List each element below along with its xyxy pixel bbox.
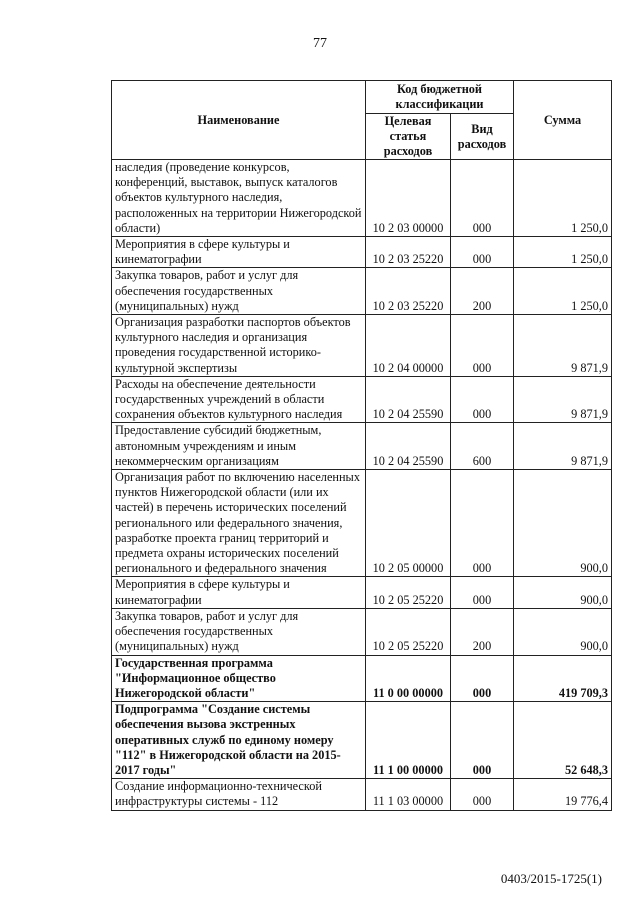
- row-expense-type: 000: [451, 702, 514, 779]
- row-sum: 900,0: [514, 608, 612, 655]
- row-sum: 900,0: [514, 470, 612, 577]
- row-expense-type: 000: [451, 315, 514, 377]
- row-name: Закупка товаров, работ и услуг для обеспечения государственных (муниципальных) нужд: [112, 268, 366, 315]
- row-target-code: 10 2 04 25590: [366, 376, 451, 423]
- row-target-code: 11 1 00 00000: [366, 702, 451, 779]
- row-name: Расходы на обеспечение деятельности государственных учреждений в области сохранения объектов культурного наследия: [112, 376, 366, 423]
- table-row: [112, 376, 612, 423]
- row-name: Организация работ по включению населенных пунктов Нижегородской области (или их частей) в перечень исторических поселений регионального или федерального значения, разработке проекта границ территорий и предмета охраны исторических поселений регионального и федерального значения: [112, 470, 366, 577]
- row-expense-type: 000: [451, 376, 514, 423]
- budget-table: [111, 80, 612, 811]
- table-row: [112, 702, 612, 779]
- table-row: [112, 160, 612, 237]
- row-target-code: 10 2 03 00000: [366, 160, 451, 237]
- row-sum: 9 871,9: [514, 423, 612, 470]
- header-code-group: Код бюджетной классификации: [366, 81, 514, 114]
- row-sum: 900,0: [514, 577, 612, 608]
- row-target-code: 11 1 03 00000: [366, 779, 451, 810]
- header-name: Наименование: [112, 81, 366, 160]
- table-row: [112, 423, 612, 470]
- row-sum: 1 250,0: [514, 160, 612, 237]
- row-sum: 52 648,3: [514, 702, 612, 779]
- row-expense-type: 000: [451, 470, 514, 577]
- row-expense-type: 000: [451, 655, 514, 702]
- row-expense-type: 000: [451, 237, 514, 268]
- row-name: наследия (проведение конкурсов, конференций, выставок, выпуск каталогов объектов культурного наследия, расположенных на территории Нижегородской области): [112, 160, 366, 237]
- table-row: [112, 608, 612, 655]
- row-target-code: 10 2 05 25220: [366, 608, 451, 655]
- row-expense-type: 200: [451, 268, 514, 315]
- table-row: [112, 268, 612, 315]
- row-expense-type: 000: [451, 577, 514, 608]
- row-name: Создание информационно-технической инфраструктуры системы - 112: [112, 779, 366, 810]
- row-target-code: 10 2 05 00000: [366, 470, 451, 577]
- row-target-code: 10 2 04 00000: [366, 315, 451, 377]
- header-sum: Сумма: [514, 81, 612, 160]
- table-row: [112, 577, 612, 608]
- table-row: [112, 470, 612, 577]
- row-sum: 19 776,4: [514, 779, 612, 810]
- row-name: Подпрограмма "Создание системы обеспечения вызова экстренных оперативных служб по единому номеру "112" в Нижегородской области на 2015-2017 годы": [112, 702, 366, 779]
- row-expense-type: 000: [451, 779, 514, 810]
- table-body: [112, 160, 612, 811]
- row-target-code: 10 2 05 25220: [366, 577, 451, 608]
- header-type: Вид расходов: [451, 114, 514, 160]
- row-name: Организация разработки паспортов объектов культурного наследия и организация проведения государственной историко-культурной экспертизы: [112, 315, 366, 377]
- row-target-code: 10 2 03 25220: [366, 268, 451, 315]
- row-expense-type: 600: [451, 423, 514, 470]
- row-target-code: 11 0 00 00000: [366, 655, 451, 702]
- row-expense-type: 200: [451, 608, 514, 655]
- table-row: [112, 779, 612, 810]
- row-sum: 1 250,0: [514, 268, 612, 315]
- row-name: Предоставление субсидий бюджетным, автономным учреждениям и иным некоммерческим организациям: [112, 423, 366, 470]
- table-row: [112, 655, 612, 702]
- row-name: Мероприятия в сфере культуры и кинематографии: [112, 577, 366, 608]
- row-name: Закупка товаров, работ и услуг для обеспечения государственных (муниципальных) нужд: [112, 608, 366, 655]
- row-sum: 9 871,9: [514, 376, 612, 423]
- page-number: 77: [313, 36, 327, 51]
- row-expense-type: 000: [451, 160, 514, 237]
- row-sum: 419 709,3: [514, 655, 612, 702]
- row-sum: 1 250,0: [514, 237, 612, 268]
- table-row: [112, 315, 612, 377]
- row-name: Государственная программа "Информационное общество Нижегородской области": [112, 655, 366, 702]
- row-target-code: 10 2 04 25590: [366, 423, 451, 470]
- row-name: Мероприятия в сфере культуры и кинематографии: [112, 237, 366, 268]
- row-target-code: 10 2 03 25220: [366, 237, 451, 268]
- row-sum: 9 871,9: [514, 315, 612, 377]
- header-target: Целевая статья расходов: [366, 114, 451, 160]
- document-code: 0403/2015-1725(1): [500, 871, 602, 886]
- table-row: [112, 237, 612, 268]
